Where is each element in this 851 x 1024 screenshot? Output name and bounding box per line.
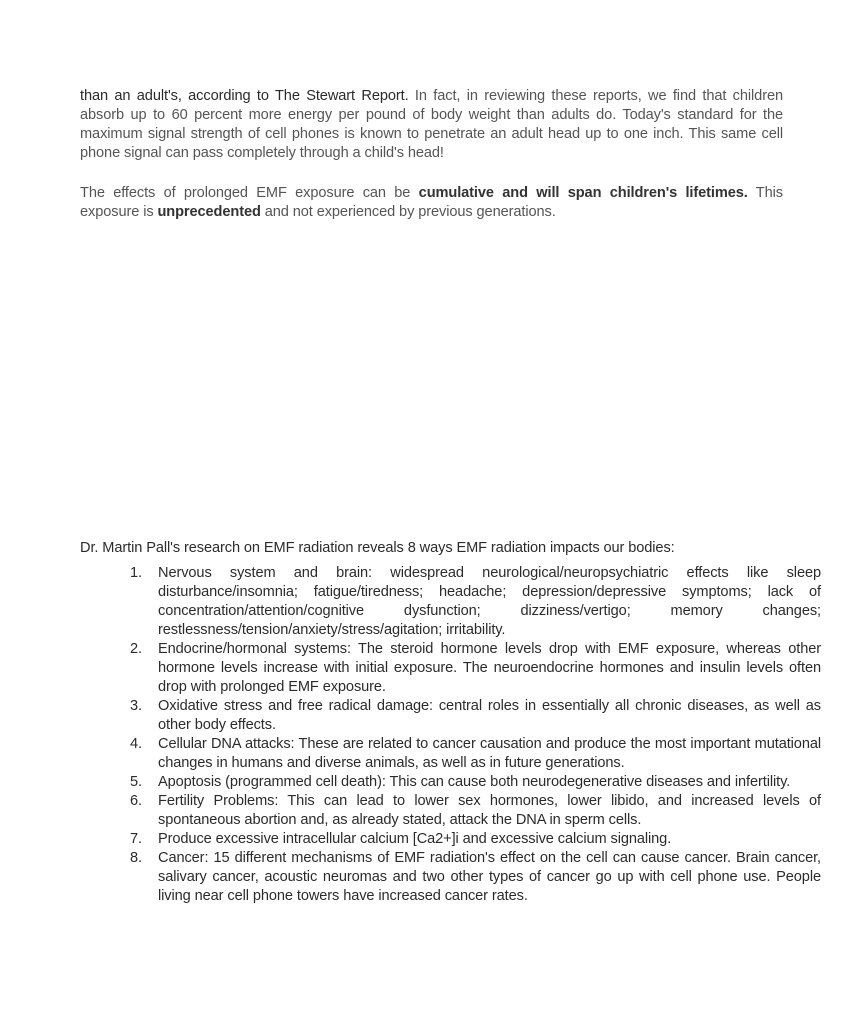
list-number: 7. [130, 831, 142, 847]
paragraph-stewart-report [80, 87, 783, 163]
list-item-text: Fertility Problems: This can lead to lower sex hormones, lower libido, and increased levels of spontaneous abortion and, as already stated, attack the DNA in sperm cells. [158, 793, 821, 828]
emphasis-cumulative: cumulative and will span children's lifetimes. [418, 185, 748, 201]
list-item [130, 735, 821, 773]
list-number: 6. [130, 793, 142, 809]
list-item [130, 830, 821, 849]
list-item [130, 697, 821, 735]
list-item-text: Produce excessive intracellular calcium [Ca2+]i and excessive calcium signaling. [158, 831, 672, 847]
list-item-text: Apoptosis (programmed cell death): This can cause both neurodegenerative diseases and infertility. [158, 774, 791, 790]
list-number: 2. [130, 641, 142, 657]
list-intro: Dr. Martin Pall's research on EMF radiation reveals 8 ways EMF radiation impacts our bodies: [80, 540, 675, 556]
emphasis-unprecedented: unprecedented [157, 204, 261, 220]
list-item [130, 564, 821, 640]
list-item [130, 849, 821, 906]
list-item-text: Cellular DNA attacks: These are related to cancer causation and produce the most important mutational changes in humans and diverse animals, as well as in future generations. [158, 736, 821, 771]
list-number: 1. [130, 565, 142, 581]
paragraph-text: This exposure is [80, 185, 783, 220]
paragraph-cumulative-effects [80, 184, 783, 222]
list-item [130, 773, 821, 792]
list-item [130, 640, 821, 697]
list-number: 8. [130, 850, 142, 866]
list-item-text: Nervous system and brain: widespread neurological/neuropsychiatric effects like sleep disturbance/insomnia; fatigue/tiredness; headache; depression/depressive symptoms; lack of concentration/attention/cognitive dysfunction; dizziness/vertigo; memory changes; restlessness/tension/anxiety/stress/agitation; irritability. [158, 565, 821, 638]
list-item-text: Endocrine/hormonal systems: The steroid hormone levels drop with EMF exposure, whereas other hormone levels increase with initial exposure. The neuroendocrine hormones and insulin levels often drop with prolonged EMF exposure. [158, 641, 821, 695]
list-item-text: Oxidative stress and free radical damage: central roles in essentially all chronic diseases, as well as other body effects. [158, 698, 821, 733]
paragraph-bold-lead: than an adult's, according to The Stewart Report. [80, 88, 409, 104]
paragraph-text: and not experienced by previous generations. [260, 204, 556, 220]
paragraph-text: The effects of prolonged EMF exposure can be [80, 185, 419, 201]
list-number: 5. [130, 774, 142, 790]
list-number: 4. [130, 736, 142, 752]
paragraph-body: In fact, in reviewing these reports, we find that children absorb up to 60 percent more energy per pound of body weight than adults do. Today's standard for the maximum signal strength of cell phones is known to penetrate an adult head up to one inch. This same cell phone signal can pass completely through a child's head! [80, 88, 783, 161]
list-item [130, 792, 821, 830]
list-item-text: Cancer: 15 different mechanisms of EMF radiation's effect on the cell can cause cancer. Brain cancer, salivary cancer, acoustic neuromas and two other types of cancer go up with cell phone use. People living near cell phone towers have increased cancer rates. [158, 850, 821, 904]
list-number: 3. [130, 698, 142, 714]
effects-list [120, 564, 821, 906]
